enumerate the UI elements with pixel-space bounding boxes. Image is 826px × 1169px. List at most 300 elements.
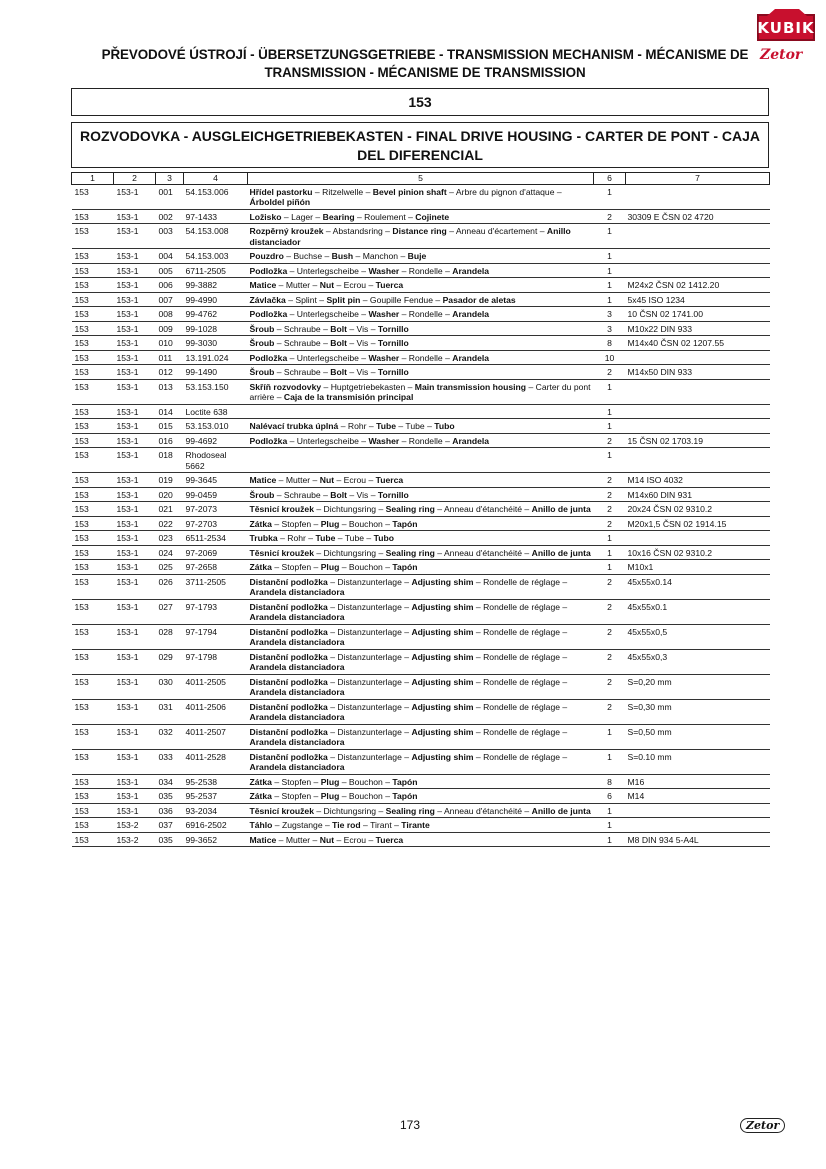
desc-de: Dichtungsring — [323, 504, 377, 514]
desc-cz: Zátka — [249, 776, 272, 787]
desc-en: Distance ring — [392, 226, 447, 236]
desc-es: Tornillo — [377, 367, 409, 377]
desc-en: Nut — [319, 834, 335, 845]
position-cell: 036 — [156, 803, 184, 818]
position-cell: 032 — [156, 724, 184, 749]
quantity-cell: 6 — [594, 789, 626, 804]
desc-fr: Rondelle de réglage — [483, 676, 561, 687]
description-cell: Matice – Mutter – Nut – Ecrou – Tuerca — [248, 832, 594, 847]
quantity-cell: 1 — [594, 224, 626, 249]
standard-cell: 5x45 ISO 1234 — [626, 292, 770, 307]
table-row — [72, 649, 770, 674]
desc-fr: Rondelle de réglage — [483, 751, 561, 762]
desc-de: Distanzunterlage — [337, 726, 402, 737]
group-cell: 153 — [72, 209, 114, 224]
table-row — [72, 292, 770, 307]
table-row — [72, 307, 770, 322]
part-number-cell: 97-2073 — [184, 502, 248, 517]
standard-cell: 45x55x0,5 — [626, 624, 770, 649]
quantity-cell: 1 — [594, 249, 626, 264]
part-number-cell: 99-4762 — [184, 307, 248, 322]
group-cell: 153 — [72, 336, 114, 351]
standard-cell: M20x1,5 ČSN 02 1914.15 — [626, 516, 770, 531]
position-cell: 019 — [156, 473, 184, 488]
column-header-6: 6 — [594, 173, 626, 185]
group-cell: 153 — [72, 321, 114, 336]
desc-de: Distanzunterlage — [337, 601, 402, 612]
column-header-3: 3 — [156, 173, 184, 185]
desc-es: Arandela distanciadora — [249, 612, 345, 622]
desc-en: Washer — [368, 265, 400, 276]
table-row — [72, 249, 770, 264]
column-header-7: 7 — [626, 173, 770, 185]
part-number-cell: 99-3882 — [184, 278, 248, 293]
group-number-box — [71, 88, 769, 116]
desc-de: Schraube — [283, 323, 321, 334]
description-cell — [248, 404, 594, 419]
desc-es: Tuerca — [375, 834, 404, 845]
subgroup-cell: 153-1 — [114, 674, 156, 699]
position-cell: 010 — [156, 336, 184, 351]
desc-cz: Závlačka — [249, 294, 286, 305]
desc-es: Tapón — [392, 776, 418, 787]
position-cell: 027 — [156, 599, 184, 624]
desc-fr: Anneau d'étanchéité — [443, 504, 523, 514]
group-cell: 153 — [72, 487, 114, 502]
desc-en: Washer — [368, 309, 400, 319]
desc-cz: Hřídel pastorku — [249, 186, 313, 197]
part-number-cell: 53.153.150 — [184, 379, 248, 404]
position-cell: 023 — [156, 531, 184, 546]
section-title-line-1: ROZVODOVKA - AUSGLEICHGETRIEBEKASTEN - FINAL DRIVE HOUSING - CARTER DE PONT - CAJA — [79, 128, 761, 144]
table-row — [72, 699, 770, 724]
subgroup-cell: 153-1 — [114, 502, 156, 517]
part-number-cell: Loctite 638 — [184, 404, 248, 419]
part-number-cell: 97-1794 — [184, 624, 248, 649]
desc-en: Adjusting shim — [411, 676, 474, 687]
desc-fr: Arbre du pignon d'attaque — [455, 186, 555, 197]
description-cell: Zátka – Stopfen – Plug – Bouchon – Tapón — [248, 560, 594, 575]
desc-es: Tuerca — [375, 475, 404, 485]
desc-cz: Šroub — [249, 338, 275, 348]
desc-es: Arandela distanciadora — [249, 737, 345, 747]
desc-en: Main transmission housing — [414, 381, 527, 392]
desc-en: Tube — [315, 533, 336, 543]
group-cell: 153 — [72, 263, 114, 278]
desc-en: Bolt — [330, 489, 347, 500]
quantity-cell: 2 — [594, 599, 626, 624]
group-cell: 153 — [72, 699, 114, 724]
desc-cz: Nalévací trubka úplná — [249, 421, 339, 431]
table-row — [72, 832, 770, 847]
parts-table-body — [72, 184, 770, 847]
subgroup-cell: 153-1 — [114, 749, 156, 774]
desc-de: Stopfen — [281, 791, 312, 801]
group-cell: 153 — [72, 560, 114, 575]
desc-fr: Tube — [344, 533, 365, 543]
description-cell: Podložka – Unterlegscheibe – Washer – Rondelle – Arandela — [248, 263, 594, 278]
description-cell: Distanční podložka – Distanzunterlage – Adjusting shim – Rondelle de réglage – Arandela distanciadora — [248, 599, 594, 624]
subgroup-cell: 153-1 — [114, 350, 156, 365]
position-cell: 037 — [156, 818, 184, 833]
desc-es: Arandela — [452, 352, 490, 363]
standard-cell — [626, 263, 770, 278]
description-cell: Distanční podložka – Distanzunterlage – Adjusting shim – Rondelle de réglage – Arandela distanciadora — [248, 574, 594, 599]
standard-cell: M14 ISO 4032 — [626, 473, 770, 488]
standard-cell: M14x50 DIN 933 — [626, 365, 770, 380]
desc-fr: Vis — [356, 323, 369, 334]
description-cell: Těsnicí kroužek – Dichtungsring – Sealing ring – Anneau d'étanchéité – Anillo de junta — [248, 545, 594, 560]
description-cell: Šroub – Schraube – Bolt – Vis – Tornillo — [248, 487, 594, 502]
subgroup-cell: 153-1 — [114, 487, 156, 502]
desc-fr: Anneau d'étanchéité — [443, 547, 523, 558]
table-row — [72, 404, 770, 419]
column-header-4: 4 — [184, 173, 248, 185]
page-title — [60, 46, 790, 82]
quantity-cell: 2 — [594, 209, 626, 224]
page-number: 173 — [399, 1118, 421, 1132]
description-cell: Rozpěrný kroužek – Abstandsring – Distance ring – Anneau d'écartement – Anillo distanciador — [248, 224, 594, 249]
position-cell: 003 — [156, 224, 184, 249]
standard-cell — [626, 531, 770, 546]
quantity-cell: 1 — [594, 545, 626, 560]
table-row — [72, 263, 770, 278]
desc-de: Stopfen — [281, 518, 312, 529]
position-cell: 026 — [156, 574, 184, 599]
group-cell: 153 — [72, 419, 114, 434]
position-cell: 021 — [156, 502, 184, 517]
desc-es: Anillo de junta — [531, 504, 591, 514]
position-cell: 035 — [156, 832, 184, 847]
desc-fr: Vis — [356, 338, 369, 348]
desc-de: Zugstange — [281, 820, 323, 830]
standard-cell — [626, 184, 770, 209]
subgroup-cell: 153-1 — [114, 365, 156, 380]
position-cell: 016 — [156, 433, 184, 448]
desc-de: Distanzunterlage — [337, 576, 402, 587]
table-row — [72, 774, 770, 789]
desc-de: Distanzunterlage — [337, 651, 402, 662]
quantity-cell: 2 — [594, 699, 626, 724]
desc-fr: Ecrou — [343, 475, 367, 485]
desc-en: Tube — [376, 421, 396, 431]
position-cell: 014 — [156, 404, 184, 419]
subgroup-cell: 153-1 — [114, 292, 156, 307]
subgroup-cell: 153-1 — [114, 724, 156, 749]
position-cell: 035 — [156, 789, 184, 804]
subgroup-cell: 153-1 — [114, 433, 156, 448]
subgroup-cell: 153-1 — [114, 336, 156, 351]
desc-fr: Rondelle — [408, 435, 443, 446]
standard-cell: M14x40 ČSN 02 1207.55 — [626, 336, 770, 351]
standard-cell: 45x55x0.14 — [626, 574, 770, 599]
desc-fr: Anneau d'étanchéité — [443, 805, 523, 816]
desc-es: Tornillo — [377, 338, 409, 348]
part-number-cell: 99-4692 — [184, 433, 248, 448]
subgroup-cell: 153-1 — [114, 649, 156, 674]
standard-cell: 15 ČSN 02 1703.19 — [626, 433, 770, 448]
desc-de: Lager — [291, 211, 314, 222]
quantity-cell: 1 — [594, 404, 626, 419]
desc-fr: Manchon — [362, 251, 399, 261]
standard-cell: 45x55x0,3 — [626, 649, 770, 674]
desc-es: Arandela — [452, 309, 490, 319]
quantity-cell: 2 — [594, 473, 626, 488]
subgroup-cell: 153-1 — [114, 624, 156, 649]
position-cell: 020 — [156, 487, 184, 502]
description-cell: Zátka – Stopfen – Plug – Bouchon – Tapón — [248, 774, 594, 789]
desc-cz: Těsnicí kroužek — [249, 805, 314, 816]
desc-es: Anillo de junta — [531, 805, 591, 816]
desc-fr: Rondelle — [408, 265, 443, 276]
group-cell: 153 — [72, 724, 114, 749]
desc-es: Arandela distanciadora — [249, 587, 345, 597]
group-number: 153 — [408, 94, 432, 110]
quantity-cell: 2 — [594, 365, 626, 380]
part-number-cell: Rhodoseal 5662 — [184, 448, 248, 473]
desc-en: Split pin — [326, 294, 361, 305]
desc-de: Stopfen — [281, 562, 312, 572]
standard-cell: M10x22 DIN 933 — [626, 321, 770, 336]
standard-cell — [626, 818, 770, 833]
desc-cz: Podložka — [249, 435, 288, 446]
group-cell: 153 — [72, 365, 114, 380]
group-cell: 153 — [72, 789, 114, 804]
subgroup-cell: 153-1 — [114, 249, 156, 264]
part-number-cell: 13.191.024 — [184, 350, 248, 365]
description-cell: Pouzdro – Buchse – Bush – Manchon – Buje — [248, 249, 594, 264]
part-number-cell: 3711-2505 — [184, 574, 248, 599]
part-number-cell: 54.153.006 — [184, 184, 248, 209]
description-cell: Podložka – Unterlegscheibe – Washer – Rondelle – Arandela — [248, 433, 594, 448]
desc-cz: Podložka — [249, 265, 288, 276]
desc-cz: Pouzdro — [249, 251, 284, 261]
table-row — [72, 624, 770, 649]
group-cell: 153 — [72, 531, 114, 546]
desc-en: Adjusting shim — [411, 726, 474, 737]
subgroup-cell: 153-1 — [114, 184, 156, 209]
desc-cz: Šroub — [249, 367, 275, 377]
desc-en: Bearing — [322, 211, 355, 222]
description-cell: Hřídel pastorku – Ritzelwelle – Bevel pinion shaft – Arbre du pignon d'attaque – Árboldel piñón — [248, 184, 594, 209]
group-cell: 153 — [72, 674, 114, 699]
position-cell: 007 — [156, 292, 184, 307]
table-row — [72, 379, 770, 404]
desc-fr: Bouchon — [348, 562, 383, 572]
desc-cz: Matice — [249, 834, 277, 845]
desc-en: Bolt — [330, 323, 347, 334]
part-number-cell: 97-2658 — [184, 560, 248, 575]
desc-en: Tie rod — [332, 820, 361, 830]
desc-fr: Rondelle de réglage — [483, 726, 561, 737]
standard-cell: S=0,50 mm — [626, 724, 770, 749]
subgroup-cell: 153-1 — [114, 307, 156, 322]
desc-es: Tornillo — [377, 323, 409, 334]
description-cell: Zátka – Stopfen – Plug – Bouchon – Tapón — [248, 789, 594, 804]
description-cell: Matice – Mutter – Nut – Ecrou – Tuerca — [248, 473, 594, 488]
standard-cell: S=0,30 mm — [626, 699, 770, 724]
quantity-cell: 8 — [594, 774, 626, 789]
desc-en: Adjusting shim — [411, 576, 474, 587]
desc-de: Unterlegscheibe — [296, 309, 359, 319]
desc-es: Tirante — [401, 820, 430, 830]
desc-de: Distanzunterlage — [337, 626, 402, 637]
desc-fr: Vis — [356, 489, 369, 500]
table-row — [72, 502, 770, 517]
desc-es: Tapón — [392, 791, 418, 801]
part-number-cell: 97-2069 — [184, 545, 248, 560]
standard-cell — [626, 249, 770, 264]
quantity-cell: 1 — [594, 263, 626, 278]
group-cell: 153 — [72, 545, 114, 560]
group-cell: 153 — [72, 624, 114, 649]
desc-de: Rohr — [347, 421, 367, 431]
position-cell: 033 — [156, 749, 184, 774]
desc-de: Dichtungsring — [323, 805, 377, 816]
subgroup-cell: 153-1 — [114, 419, 156, 434]
standard-cell: 10x16 ČSN 02 9310.2 — [626, 545, 770, 560]
description-cell: Podložka – Unterlegscheibe – Washer – Rondelle – Arandela — [248, 350, 594, 365]
group-cell: 153 — [72, 502, 114, 517]
position-cell: 031 — [156, 699, 184, 724]
description-cell: Zátka – Stopfen – Plug – Bouchon – Tapón — [248, 516, 594, 531]
desc-es: Pasador de aletas — [442, 294, 516, 305]
quantity-cell: 1 — [594, 278, 626, 293]
desc-fr: Rondelle de réglage — [483, 701, 561, 712]
subgroup-cell: 153-1 — [114, 574, 156, 599]
desc-es: Tapón — [392, 518, 418, 529]
desc-cz: Těsnicí kroužek — [249, 504, 314, 514]
part-number-cell: 99-4990 — [184, 292, 248, 307]
desc-es: Arandela distanciadora — [249, 687, 345, 697]
subgroup-cell: 153-1 — [114, 545, 156, 560]
desc-fr: Rondelle de réglage — [483, 651, 561, 662]
description-cell: Těsnicí kroužek – Dichtungsring – Sealing ring – Anneau d'étanchéité – Anillo de junta — [248, 502, 594, 517]
table-row — [72, 487, 770, 502]
desc-de: Huptgetriebekasten — [330, 381, 406, 392]
desc-cz: Šroub — [249, 489, 275, 500]
group-cell: 153 — [72, 350, 114, 365]
subgroup-cell: 153-1 — [114, 531, 156, 546]
desc-en: Adjusting shim — [411, 651, 474, 662]
table-row — [72, 818, 770, 833]
position-cell: 030 — [156, 674, 184, 699]
desc-de: Mutter — [285, 280, 311, 290]
desc-fr: Vis — [356, 367, 369, 377]
subgroup-cell: 153-1 — [114, 321, 156, 336]
subgroup-cell: 153-2 — [114, 832, 156, 847]
subgroup-cell: 153-1 — [114, 560, 156, 575]
quantity-cell: 1 — [594, 749, 626, 774]
desc-cz: Zátka — [249, 791, 272, 801]
desc-fr: Rondelle — [408, 309, 443, 319]
desc-de: Distanzunterlage — [337, 751, 402, 762]
column-header-5: 5 — [248, 173, 594, 185]
desc-de: Unterlegscheibe — [296, 352, 359, 363]
quantity-cell: 2 — [594, 433, 626, 448]
desc-cz: Ložisko — [249, 211, 282, 222]
description-cell: Šroub – Schraube – Bolt – Vis – Tornillo — [248, 336, 594, 351]
table-row — [72, 749, 770, 774]
standard-cell: 20x24 ČSN 02 9310.2 — [626, 502, 770, 517]
subgroup-cell: 153-1 — [114, 516, 156, 531]
desc-fr: Rondelle de réglage — [483, 576, 561, 587]
group-cell: 153 — [72, 278, 114, 293]
description-cell: Trubka – Rohr – Tube – Tube – Tubo — [248, 531, 594, 546]
section-title-line-2: DEL DIFERENCIAL — [357, 147, 483, 163]
standard-cell: 45x55x0.1 — [626, 599, 770, 624]
subgroup-cell: 153-1 — [114, 404, 156, 419]
subgroup-cell: 153-1 — [114, 774, 156, 789]
group-cell: 153 — [72, 649, 114, 674]
desc-cz: Zátka — [249, 562, 272, 572]
desc-en: Washer — [368, 352, 400, 363]
table-row — [72, 473, 770, 488]
description-cell: Distanční podložka – Distanzunterlage – Adjusting shim – Rondelle de réglage – Arandela distanciadora — [248, 674, 594, 699]
desc-cz: Táhlo — [249, 820, 273, 830]
desc-fr: Bouchon — [348, 791, 383, 801]
desc-en: Washer — [368, 435, 400, 446]
standard-cell — [626, 803, 770, 818]
table-row — [72, 336, 770, 351]
position-cell: 029 — [156, 649, 184, 674]
quantity-cell: 10 — [594, 350, 626, 365]
group-cell: 153 — [72, 803, 114, 818]
desc-cz: Distanční podložka — [249, 601, 328, 612]
table-row — [72, 574, 770, 599]
group-cell: 153 — [72, 818, 114, 833]
standard-cell — [626, 379, 770, 404]
quantity-cell: 3 — [594, 307, 626, 322]
desc-fr: Rondelle — [408, 352, 443, 363]
group-cell: 153 — [72, 599, 114, 624]
kubik-logo-text: KUBIK — [757, 18, 815, 37]
standard-cell — [626, 448, 770, 473]
group-cell: 153 — [72, 473, 114, 488]
group-cell: 153 — [72, 574, 114, 599]
desc-de: Schraube — [283, 489, 321, 500]
table-row — [72, 724, 770, 749]
kubik-logo — [757, 14, 815, 41]
group-cell: 153 — [72, 184, 114, 209]
desc-cz: Distanční podložka — [249, 676, 328, 687]
description-cell: Matice – Mutter – Nut – Ecrou – Tuerca — [248, 278, 594, 293]
standard-cell: M24x2 ČSN 02 1412.20 — [626, 278, 770, 293]
quantity-cell: 2 — [594, 674, 626, 699]
group-cell: 153 — [72, 224, 114, 249]
part-number-cell: 99-3030 — [184, 336, 248, 351]
desc-de: Abstandsring — [332, 226, 383, 236]
desc-en: Plug — [320, 562, 340, 572]
group-cell: 153 — [72, 433, 114, 448]
desc-cz: Matice — [249, 475, 277, 485]
quantity-cell: 1 — [594, 803, 626, 818]
part-number-cell: 97-1793 — [184, 599, 248, 624]
desc-en: Adjusting shim — [411, 751, 474, 762]
table-row — [72, 545, 770, 560]
part-number-cell: 97-1433 — [184, 209, 248, 224]
quantity-cell: 2 — [594, 502, 626, 517]
desc-en: Sealing ring — [385, 547, 435, 558]
part-number-cell: 99-3645 — [184, 473, 248, 488]
group-cell: 153 — [72, 404, 114, 419]
group-cell: 153 — [72, 379, 114, 404]
subgroup-cell: 153-1 — [114, 209, 156, 224]
desc-cz: Distanční podložka — [249, 576, 328, 587]
standard-cell — [626, 224, 770, 249]
desc-fr: Tirant — [370, 820, 392, 830]
position-cell: 006 — [156, 278, 184, 293]
